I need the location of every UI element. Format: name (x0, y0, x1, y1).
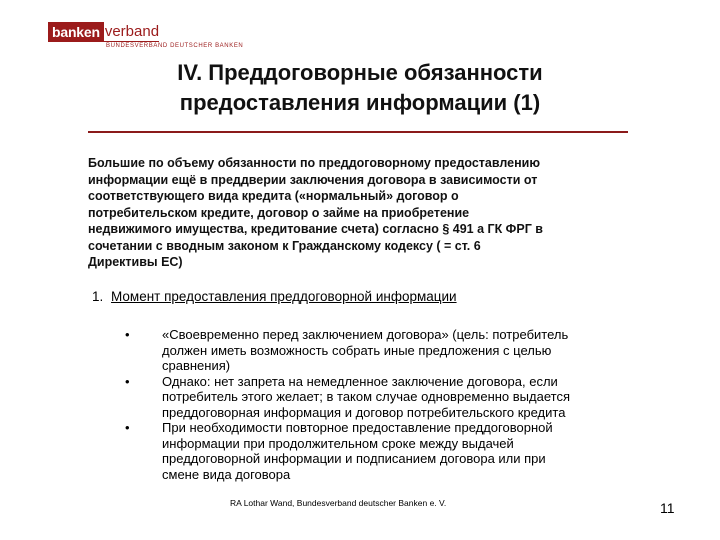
intro-line: соответствующего вида кредита («нормальный» договор о (88, 189, 459, 203)
title-line-2: предоставления информации (1) (179, 90, 541, 115)
intro-line: сочетании с вводным законом к Гражданскому кодексу ( = ст. 6 (88, 238, 481, 253)
logo-subtitle: BUNDESVERBAND DEUTSCHER BANKEN (106, 43, 244, 49)
section-heading (92, 289, 457, 305)
bullet-item (125, 374, 685, 421)
intro-line: информации ещё в преддверии заключения договора в зависимости от (88, 172, 538, 187)
intro-line: недвижимого имущества, кредитование счета) согласно § 491 а ГК ФРГ в (88, 222, 543, 236)
bullet-list (125, 327, 685, 482)
bullet-marker: • (125, 327, 130, 342)
bullet-line: должен иметь возможность собрать иные предложения с целью (162, 342, 552, 358)
bullet-line: сравнения) (162, 358, 231, 373)
bullet-line: «Своевременно перед заключением договора» (цель: потребитель (162, 327, 569, 342)
bullet-line: Однако: нет запрета на немедленное заключение договора, если (162, 373, 558, 389)
intro-line: потребительском кредите, договор о займе на приобретение (88, 205, 470, 220)
title-line-1: IV. Преддоговорные обязанности (177, 60, 543, 85)
intro-paragraph (88, 155, 688, 271)
footer-credit: RA Lothar Wand, Bundesverband deutscher Banken e. V. (230, 498, 447, 508)
bullet-line: преддоговорной информации и подписанием договора или при (162, 451, 546, 466)
bullet-marker: • (125, 420, 130, 435)
title-divider (88, 131, 628, 133)
bankenverband-logo (48, 22, 243, 49)
section-heading-text: Момент предоставления преддоговорной информации (111, 289, 457, 304)
bullet-line: потребитель этого желает; в таком случае одновременно выдается (162, 389, 570, 404)
logo-wordmark (48, 22, 243, 42)
intro-line: Директивы ЕС) (88, 255, 183, 269)
section-number: 1. (92, 289, 104, 304)
logo-box-text: banken (48, 22, 104, 42)
bullet-line: смене вида договора (162, 466, 291, 482)
bullet-item (125, 327, 685, 374)
page-number: 11 (660, 500, 675, 516)
bullet-item (125, 420, 685, 482)
bullet-line: информации при продолжительном сроке между выдачей (162, 435, 514, 451)
bullet-line: При необходимости повторное предоставление преддоговорной (162, 420, 553, 435)
slide-title (80, 58, 640, 118)
bullet-line: преддоговорная информация и договор потребительского кредита (162, 404, 566, 420)
intro-line: Большие по объему обязанности по преддоговорному предоставлению (88, 156, 541, 170)
bullet-marker: • (125, 373, 130, 389)
logo-rest-text: verband (104, 23, 160, 40)
